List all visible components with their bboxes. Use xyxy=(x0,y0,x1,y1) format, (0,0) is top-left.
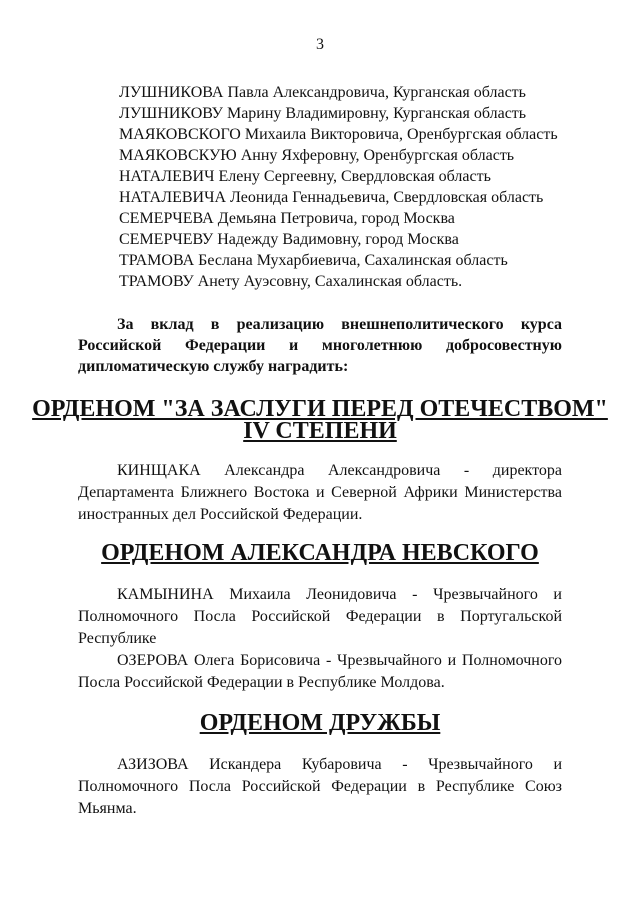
list-item: СЕМЕРЧЕВУ Надежду Вадимовну, город Москва xyxy=(119,231,459,248)
recipient-paragraph: ОЗЕРОВА Олега Борисовича - Чрезвычайного и Полномочного Посла Российской Федерации в Республике Молдова. xyxy=(78,652,562,691)
list-item: МАЯКОВСКОГО Михаила Викторовича, Оренбургская область xyxy=(119,126,558,143)
award-heading-friendship xyxy=(0,712,640,734)
list-item: ТРАМОВУ Анету Ауэсовну, Сахалинская область. xyxy=(119,273,463,290)
recipient-paragraph: КАМЫНИНА Михаила Леонидовича - Чрезвычайного и Полномочного Посла Российской Федерации в Португальской Республике xyxy=(78,586,562,647)
list-item: ЛУШНИКОВУ Марину Владимировну, Курганская область xyxy=(119,105,527,122)
list-item: ТРАМОВА Беслана Мухарбиевича, Сахалинская область xyxy=(119,252,508,269)
list-item: НАТАЛЕВИЧА Леонида Геннадьевича, Свердловская область xyxy=(119,189,544,206)
award-heading-line: IV СТЕПЕНИ xyxy=(243,418,397,444)
award-heading-line: ОРДЕНОМ ДРУЖБЫ xyxy=(199,710,441,736)
decree-paragraph: За вклад в реализацию внешнеполитического курса Российской Федерации и многолетнюю добросовестную дипломатическую службу наградить: xyxy=(78,316,562,375)
list-item: ЛУШНИКОВА Павла Александровича, Курганская область xyxy=(119,84,526,101)
award-heading-alexander-nevsky xyxy=(0,542,640,564)
page-number: 3 xyxy=(316,36,324,53)
list-item: СЕМЕРЧЕВА Демьяна Петровича, город Москва xyxy=(119,210,455,227)
list-item: НАТАЛЕВИЧ Елену Сергеевну, Свердловская область xyxy=(119,168,491,185)
recipient-paragraph: КИНЩАКА Александра Александровича - директора Департамента Ближнего Востока и Северной Африки Министерства иностранных дел Российской Федерации. xyxy=(78,462,562,523)
awardee-names-list xyxy=(119,82,599,292)
recipient-paragraph: АЗИЗОВА Искандера Кубаровича - Чрезвычайного и Полномочного Посла Российской Федерации в Республике Союз Мьянма. xyxy=(78,756,562,817)
award-heading-line: ОРДЕНОМ "ЗА ЗАСЛУГИ ПЕРЕД ОТЕЧЕСТВОМ" xyxy=(32,396,608,422)
award-heading-line: ОРДЕНОМ АЛЕКСАНДРА НЕВСКОГО xyxy=(101,540,539,566)
award-heading-fatherland-merit xyxy=(0,398,640,442)
list-item: МАЯКОВСКУЮ Анну Яхферовну, Оренбургская область xyxy=(119,147,515,164)
